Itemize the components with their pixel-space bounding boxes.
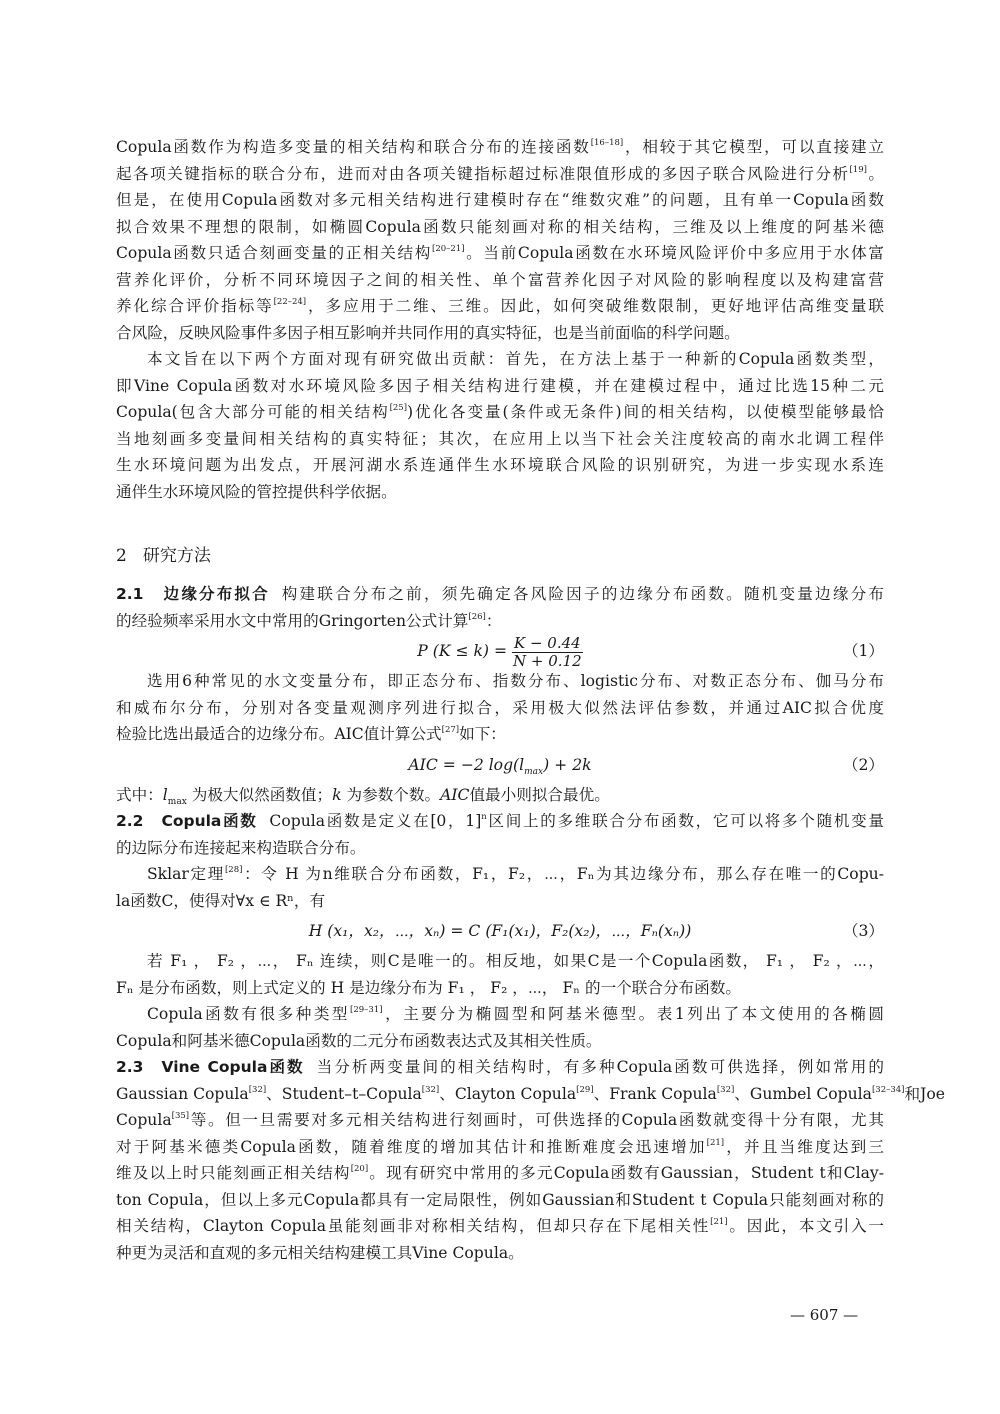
text-line: 2.2 Copula函数 Copula函数是定义在[0，1]$^n$区间上的多维联合分布函数，它可以将多个随机变量 bbox=[116, 812, 884, 830]
subsection-2-3 bbox=[116, 1054, 945, 1266]
equation-3: H (x₁，x₂，⋯，xₙ) = C (F₁(x₁)，F₂(x₂)，⋯，Fₙ(xₙ)) （3） bbox=[116, 914, 884, 948]
text-line: 养化综合评价指标等[22–24]，多应用于二维、三维。因此，如何突破维数限制，更好地评估高维变量联 bbox=[116, 297, 884, 315]
text-line: 拟合效果不理想的限制，如椭圆Copula函数只能刻画对称的相关结构，三维及以上维度的阿基米德 bbox=[116, 217, 884, 236]
text-line: ton Copula，但以上多元Copula都具有一定局限性，例如Gaussian和Student t Copula只能刻画对称的 bbox=[116, 1190, 884, 1209]
citation: [20] bbox=[350, 1164, 369, 1174]
citation: [22–24] bbox=[273, 297, 307, 307]
text-line: 生水环境问题为出发点，开展河湖水系连通伴生水环境联合风险的识别研究，为进一步实现水系连 bbox=[116, 456, 884, 474]
citation: [19] bbox=[849, 164, 867, 175]
text-line: Fₙ 是分布函数，则上式定义的 H 是边缘分布为 F₁ ， F₂ ，⋯， Fₙ 的一个联合分布函数。 bbox=[116, 978, 741, 997]
equation-number: （1） bbox=[842, 642, 884, 660]
citation: [20–21] bbox=[432, 244, 465, 254]
equation-1: P (K ≤ k) = $\frac{K - 0.44}{N + 0.12}$ （1） bbox=[417, 633, 884, 670]
text-line: 对于阿基米德类Copula函数，随着维度的增加其估计和推断难度会迅速增加[21]，并且当维度达到三 bbox=[116, 1137, 884, 1156]
page-body bbox=[116, 134, 945, 1266]
text-line: 相关结构，Clayton Copula虽能刻画非对称相关结构，但却只存在下尾相关性[21]。因此，本文引入一 bbox=[116, 1217, 884, 1235]
subsection-2-2 bbox=[116, 808, 884, 1054]
section-number: 2 bbox=[116, 546, 127, 566]
text-line: Copula和阿基米德Copula函数的二元分布函数表达式及其相关性质。 bbox=[116, 1031, 602, 1050]
text-line: Copula(包含大部分可能的相关结构[25])优化各变量(条件或无条件)间的相关结构，以使模型能够最恰 bbox=[116, 403, 884, 421]
text-line: Copula[35]等。但一旦需要对多元相关结构进行刻画时，可供选择的Copula函数就变得十分有限，尤其 bbox=[116, 1111, 884, 1129]
citation: [26] bbox=[468, 611, 486, 622]
subsection-2-1 bbox=[116, 581, 884, 808]
text-line: Copula函数有很多种类型[29–31]，主要分为椭圆型和阿基米德型。表1列出了本文使用的各椭圆 bbox=[147, 1005, 885, 1023]
paragraph-intro bbox=[116, 134, 884, 346]
equation-number: （2） bbox=[842, 755, 884, 774]
text-line: Sklar定理[28]：令 H 为n维联合分布函数，F₁，F₂，⋯，Fₙ为其边缘分布，那么存在唯一的Copu- bbox=[147, 865, 884, 883]
equation-2: AIC = −2 $\log(l_{max}) + 2k$ （2） bbox=[116, 748, 884, 782]
text-line: 2.1 边缘分布拟合 构建联合分布之前，须先确定各风险因子的边缘分布函数。随机变量边缘分布 bbox=[116, 585, 884, 603]
text-line: Copula函数只适合刻画变量的正相关结构[20–21]。当前Copula函数在水环境风险评价中多应用于水体富 bbox=[116, 244, 884, 262]
text-line: la函数C，使得对∀x ∈ Rⁿ，有 bbox=[116, 891, 326, 910]
citation: [29–31] bbox=[350, 1005, 383, 1015]
citation: [27] bbox=[441, 725, 460, 735]
text-line: Copula函数作为构造多变量的相关结构和联合分布的连接函数[16–18]，相较于其它模型，可以直接建立 bbox=[116, 138, 884, 156]
section-heading bbox=[116, 531, 884, 581]
page-number: — 607 — bbox=[790, 1306, 859, 1324]
text-line: 若 F₁ ， F₂ ，⋯， Fₙ 连续，则C是唯一的。相反地，如果C是一个Copula函数， F₁ ， F₂ ，⋯， bbox=[147, 952, 884, 970]
citation: [35] bbox=[171, 1111, 190, 1121]
text-line: 和威布尔分布，分别对各变量观测序列进行拟合，采用极大似然法评估参数，并通过AIC拟合优度 bbox=[116, 698, 884, 717]
citation: [28] bbox=[224, 865, 243, 875]
text-line: Gaussian Copula[32]、Student–t–Copula[32]、Clayton Copula[29]、Frank Copula[32]、Gumbel Copula[32–34]和Joe bbox=[116, 1084, 945, 1103]
subsection-heading: 2.1 边缘分布拟合 bbox=[116, 585, 270, 603]
text-line: 但是，在使用Copula函数对多元相关结构进行建模时存在“维数灾难”的问题，且有单一Copula函数 bbox=[116, 191, 884, 209]
equation-number: （3） bbox=[842, 922, 884, 940]
text-line: 营养化评价，分析不同环境因子之间的相关性、单个富营养化因子对风险的影响程度以及构建富营 bbox=[116, 270, 884, 289]
text-line: 种更为灵活和直观的多元相关结构建模工具Vine Copula。 bbox=[116, 1243, 524, 1262]
text-line: 的经验频率采用水文中常用的Gringorten公式计算[26]： bbox=[116, 611, 502, 630]
text-line: 本文旨在以下两个方面对现有研究做出贡献：首先，在方法上基于一种新的Copula函数类型， bbox=[147, 350, 884, 368]
text-line: 合风险，反映风险事件多因子相互影响并共同作用的真实特征，也是当前面临的科学问题。 bbox=[116, 323, 740, 342]
text-line: 当地刻画多变量间相关结构的真实特征；其次，在应用上以当下社会关注度较高的南水北调工程伴 bbox=[116, 429, 884, 448]
text-line: 检验比选出最适合的边缘分布。AIC值计算公式[27]如下： bbox=[116, 725, 506, 743]
citation: [21] bbox=[706, 1137, 725, 1148]
fraction: $\frac{K - 0.44}{N + 0.12}$ bbox=[513, 633, 582, 670]
subsection-heading: 2.3 Vine Copula函数 bbox=[116, 1058, 305, 1076]
paragraph-contribution bbox=[116, 346, 884, 505]
text-line: 维及以上时只能刻画正相关结构[20]。现有研究中常用的多元Copula函数有Gaussian，Student t和Clay- bbox=[116, 1164, 884, 1182]
section-title: 研究方法 bbox=[142, 546, 211, 566]
citation: [21] bbox=[710, 1217, 728, 1227]
subsection-heading: 2.2 Copula函数 bbox=[116, 812, 258, 830]
text-line: 选用6种常见的水文变量分布，即正态分布、指数分布、logistic分布、对数正态分布、伽马分布 bbox=[147, 672, 884, 690]
text-line: 式中：$l_{max}$ 为极大似然函数值；k 为参数个数。AIC值最小则拟合最优。 bbox=[116, 785, 610, 807]
citation: [16–18] bbox=[590, 138, 624, 148]
text-line: 起各项关键指标的联合分布，进而对由各项关键指标超过标准限值形成的多因子联合风险进行分析[19]。 bbox=[116, 164, 884, 183]
text-line: 通伴生水环境风险的管控提供科学依据。 bbox=[116, 482, 397, 501]
text-line: 2.3 Vine Copula函数 当分析两变量间的相关结构时，有多种Copula函数可供选择，例如常用的 bbox=[116, 1058, 884, 1076]
text-line: 即Vine Copula函数对水环境风险多因子相关结构进行建模，并在建模过程中，通过比选15种二元 bbox=[116, 376, 884, 395]
citation: [25] bbox=[389, 403, 408, 413]
text-line: 的边际分布连接起来构造联合分布。 bbox=[116, 838, 366, 857]
